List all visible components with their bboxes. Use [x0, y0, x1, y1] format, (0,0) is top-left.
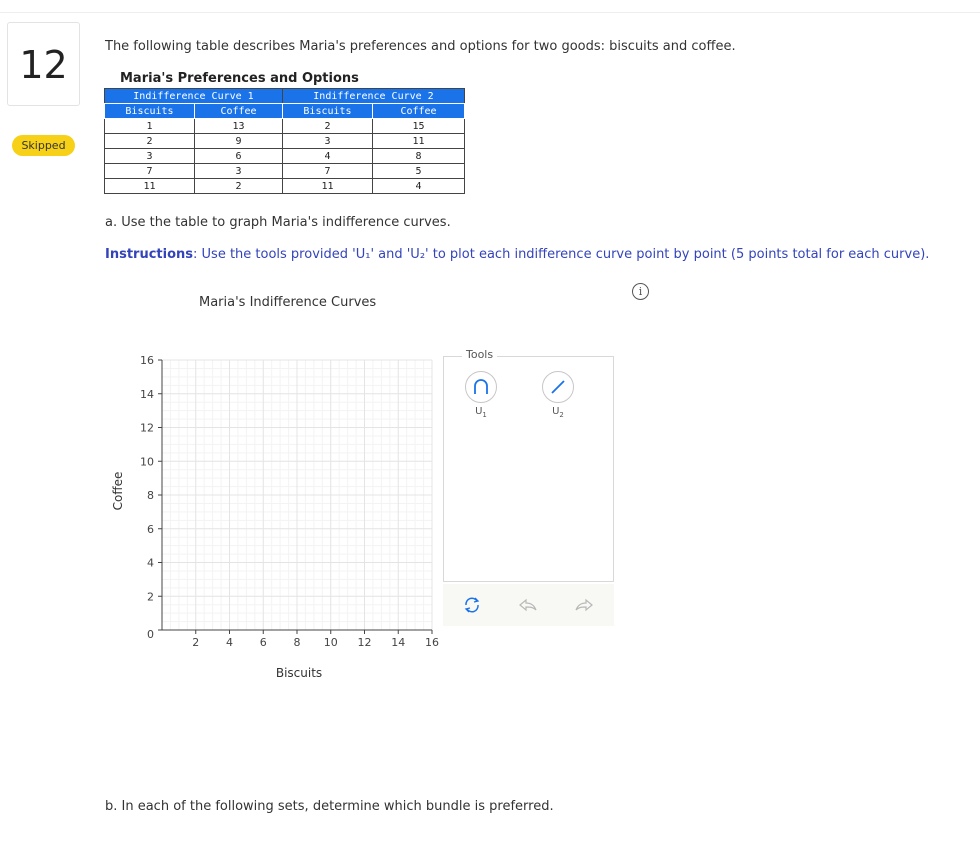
x-tick-label: 2 [192, 636, 200, 649]
part-b-text: b. In each of the following sets, determine which bundle is preferred. [105, 799, 554, 814]
table-cell: 3 [105, 149, 195, 164]
y-tick-label: 10 [140, 455, 154, 469]
grid-major [162, 360, 432, 630]
curve-arch-icon [471, 377, 491, 397]
table-cell: 1 [105, 119, 195, 134]
u1-tool-label: $U_1$ [475, 406, 487, 419]
status-badge: Skipped [12, 135, 75, 156]
u1-tool-button[interactable] [465, 371, 497, 403]
redo-icon[interactable] [573, 594, 595, 616]
instructions-text: : Use the tools provided 'U₁' and 'U₂' to plot each indifference curve point by point (5 points total for each curve). [193, 247, 930, 262]
graph-title: Maria's Indifference Curves [199, 295, 377, 310]
graph-action-bar [443, 584, 614, 626]
y-tick-label: 8 [147, 489, 154, 502]
refresh-icon[interactable] [461, 594, 483, 616]
table-cell: 2 [283, 119, 373, 134]
table-column-header: Coffee [373, 104, 465, 119]
table-column-header: Biscuits [105, 104, 195, 119]
tools-title: Tools [462, 348, 497, 361]
u2-tool-label: $U_2$ [552, 406, 564, 419]
x-tick-label: 6 [259, 636, 267, 649]
line-icon [548, 377, 568, 397]
table-column-header: Biscuits [283, 104, 373, 119]
table-row [105, 179, 465, 194]
table-cell: 4 [373, 179, 465, 194]
table-cell: 5 [373, 164, 465, 179]
undo-icon[interactable] [517, 594, 539, 616]
part-a-text: a. Use the table to graph Maria's indifference curves. [105, 215, 451, 230]
table-row [105, 134, 465, 149]
question-intro: The following table describes Maria's preferences and options for two goods: biscuits and coffee. [105, 39, 736, 54]
table-cell: 15 [373, 119, 465, 134]
table-cell: 11 [283, 179, 373, 194]
table-column-header: Coffee [195, 104, 283, 119]
instructions-label: Instructions [105, 247, 194, 262]
table-row [105, 164, 465, 179]
x-tick-label: 4 [226, 636, 233, 649]
y-tick-label: 6 [147, 522, 154, 536]
table-cell: 7 [283, 164, 373, 179]
y-axis-label: Coffee [111, 471, 125, 511]
table-cell: 7 [105, 164, 195, 179]
table-cell: 4 [283, 149, 373, 164]
y-tick-label: 12 [140, 421, 154, 435]
table-row [105, 119, 465, 134]
table-cell: 2 [105, 134, 195, 149]
y-tick-label: 2 [147, 590, 154, 604]
preferences-table [104, 88, 465, 194]
x-tick-label: 12 [357, 636, 372, 649]
table-cell: 11 [373, 134, 465, 149]
y-tick-label: 16 [140, 354, 154, 367]
indifference-graph[interactable] [100, 340, 450, 690]
x-axis-label: Biscuits [275, 666, 323, 680]
question-number: 12 [7, 22, 80, 106]
table-group-header: Indifference Curve 1 [105, 89, 283, 104]
info-icon[interactable]: i [632, 283, 649, 300]
table-cell: 9 [195, 134, 283, 149]
x-tick-label: 14 [391, 636, 406, 649]
table-cell: 11 [105, 179, 195, 194]
y-tick-label: 14 [140, 387, 154, 401]
table-cell: 3 [283, 134, 373, 149]
x-tick-label: 16 [425, 636, 439, 649]
x-tick-label: 8 [293, 636, 301, 649]
table-cell: 3 [195, 164, 283, 179]
table-row [105, 149, 465, 164]
top-divider [0, 12, 980, 13]
u2-tool-button[interactable] [542, 371, 574, 403]
y-tick-label: 4 [147, 556, 154, 570]
table-cell: 6 [195, 149, 283, 164]
y-tick-label: 0 [147, 628, 154, 641]
instructions [105, 247, 929, 262]
table-group-header: Indifference Curve 2 [283, 89, 465, 104]
table-title: Maria's Preferences and Options [120, 71, 359, 86]
table-cell: 8 [373, 149, 465, 164]
table-cell: 2 [195, 179, 283, 194]
table-cell: 13 [195, 119, 283, 134]
x-tick-label: 10 [323, 636, 338, 649]
